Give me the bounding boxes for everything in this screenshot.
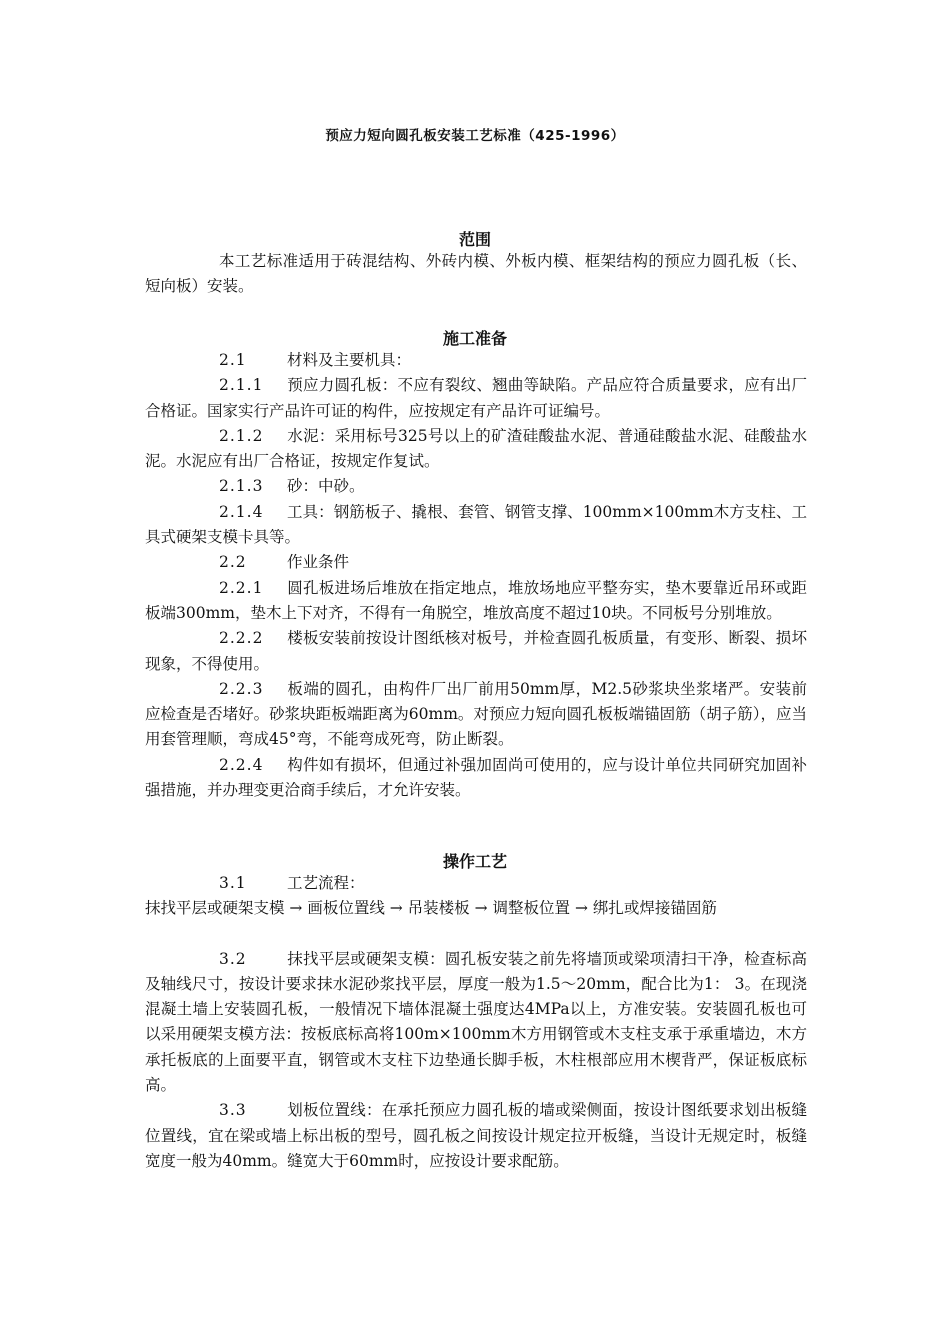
clause-text: 水泥：采用标号325号以上的矿渣硅酸盐水泥、普通硅酸盐水泥、硅酸盐水泥。水泥应有出厂合格证，按规定作复试。 — [145, 426, 807, 471]
paragraph-2-1 — [145, 348, 807, 373]
section-heading-scope: 范围 — [458, 230, 491, 249]
clause-text: 划板位置线：在承托预应力圆孔板的墙或梁侧面，按设计图纸要求划出板缝位置线，宜在梁或墙上标出板的型号，圆孔板之间按设计规定拉开板缝，当设计无规定时，板缝宽度一般为40mm。缝宽大于60mm时，应按设计要求配筋。 — [145, 1101, 807, 1170]
clause-number: 3.1 — [219, 874, 247, 892]
section-body-scope — [145, 249, 807, 300]
document-title: 预应力短向圆孔板安装工艺标准（425-1996） — [325, 128, 625, 144]
clause-number: 2.2.1 — [219, 578, 264, 597]
clause-text: 材料及主要机具： — [287, 351, 412, 369]
clause-number: 2.1.3 — [219, 477, 264, 496]
paragraph-3-2 — [145, 947, 807, 1099]
section-body-operation — [145, 871, 807, 1174]
paragraph-2-1-3 — [145, 474, 807, 499]
clause-number: 2.1 — [219, 351, 247, 369]
clause-number: 3.2 — [219, 949, 247, 968]
paragraph-2-2-4 — [145, 753, 807, 804]
paragraph-2-1-4 — [145, 500, 807, 551]
section-heading-preparation: 施工准备 — [442, 329, 507, 348]
clause-text: 板端的圆孔，由构件厂出厂前用50mm厚，M2.5砂浆块坐浆堵严。安装前应检查是否堵好。砂浆块距板端距离为60mm。对预应力短向圆孔板板端锚固筋（胡子筋），应当用套管理顺，弯成45°弯，不能弯成死弯，防止断裂。 — [145, 679, 807, 749]
clause-text: 楼板安装前按设计图纸核对板号，并检查圆孔板质量，有变形、断裂、损坏现象，不得使用。 — [145, 629, 807, 673]
section-heading-operation: 操作工艺 — [442, 852, 507, 871]
clause-text: 预应力圆孔板：不应有裂纹、翘曲等缺陷。产品应符合质量要求，应有出厂合格证。国家实行产品许可证的构件，应按规定有产品许可证编号。 — [145, 376, 807, 420]
paragraph-2-1-1 — [145, 373, 807, 424]
paragraph-2-2 — [145, 550, 807, 575]
paragraph-2-2-3 — [145, 677, 807, 753]
clause-number: 2.2 — [219, 553, 247, 572]
clause-number: 2.1.1 — [219, 376, 264, 395]
clause-text: 构件如有损坏，但通过补强加固尚可使用的，应与设计单位共同研究加固补强措施，并办理变更洽商手续后，才允许安装。 — [145, 755, 807, 800]
clause-text: 圆孔板进场后堆放在指定地点，堆放场地应平整夯实，垫木要靠近吊环或距板端300mm，垫木上下对齐，不得有一角脱空，堆放高度不超过10块。不同板号分别堆放。 — [145, 578, 807, 622]
clause-number: 2.1.2 — [219, 426, 264, 445]
clause-text: 抹找平层或硬架支模：圆孔板安装之前先将墙顶或梁项清扫干净，检查标高及轴线尺寸，按设计要求抹水泥砂浆找平层，厚度一般为1.5～20mm，配合比为1： 3。在现浇混凝土墙上安装圆孔板，一般情况下墙体混凝土强度达4MPa以上，方准安装。安装圆孔板也可以采用硬架支模方法：按板底标高将100m×100mm木方用钢管或木支柱支承于承重墙边，木方承托板底的上面要平直，钢管或木支柱下边垫通长脚手板，木柱根部应用木楔背严，保证板底标高。 — [145, 949, 807, 1095]
clause-number: 3.3 — [219, 1101, 247, 1120]
paragraph-2-2-2 — [145, 626, 807, 677]
clause-text: 作业条件 — [287, 553, 350, 572]
clause-number: 2.2.2 — [219, 629, 264, 648]
process-flow: 抹找平层或硬架支模 → 画板位置线 → 吊装楼板 → 调整板位置 → 绑扎或焊接锚固筋 — [145, 899, 717, 918]
clause-number: 2.2.3 — [219, 679, 264, 698]
clause-number: 2.1.4 — [219, 502, 264, 521]
clause-text: 工具：钢筋板子、撬根、套管、钢管支撑、100mm×100mm木方支柱、工具式硬架支模卡具等。 — [145, 502, 807, 547]
paragraph-3-1 — [145, 871, 807, 896]
paragraph-3-3 — [145, 1098, 807, 1174]
section-body-preparation — [145, 348, 807, 803]
clause-text: 砂：中砂。 — [287, 477, 365, 496]
paragraph-2-2-1 — [145, 576, 807, 627]
clause-text: 工艺流程： — [287, 874, 365, 892]
clause-number: 2.2.4 — [219, 755, 264, 774]
blank-line — [145, 922, 807, 947]
paragraph-2-1-2 — [145, 424, 807, 475]
paragraph: 本工艺标准适用于砖混结构、外砖内模、外板内模、框架结构的预应力圆孔板（长、短向板）安装。 — [145, 252, 807, 296]
